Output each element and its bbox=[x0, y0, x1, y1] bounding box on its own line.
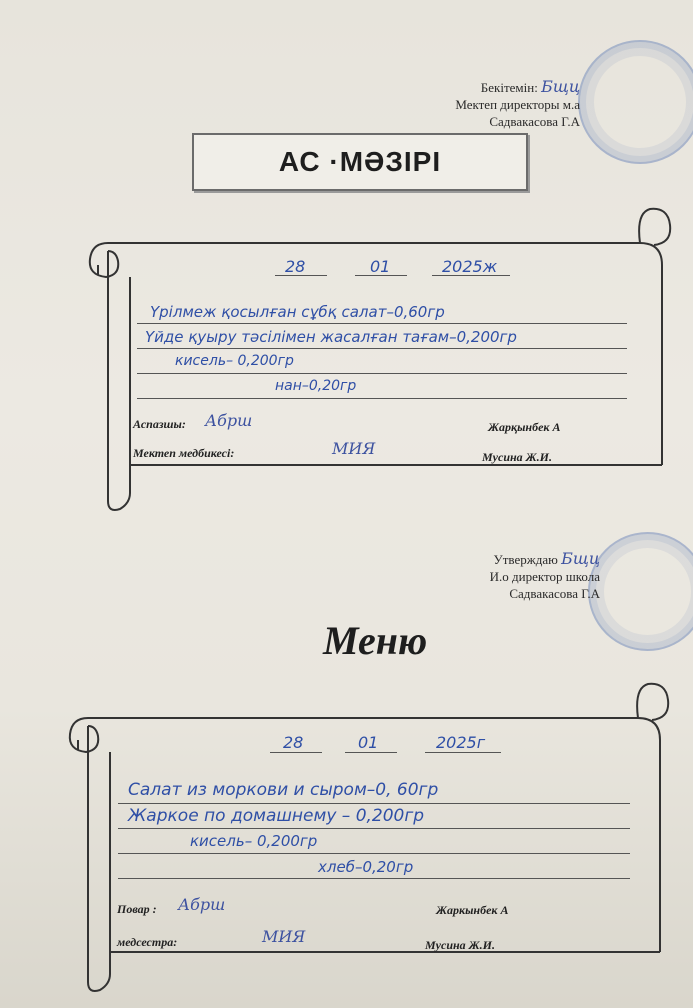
scroll-frame-kz bbox=[84, 203, 674, 515]
menu-line-ru-1 bbox=[118, 803, 630, 804]
approval-kz-line1: Бекітемін: bbox=[480, 80, 538, 95]
menu-line-ru-3 bbox=[118, 853, 630, 854]
approval-block-ru bbox=[400, 550, 600, 602]
nurse-signature-ru: МИЯ bbox=[262, 927, 306, 946]
approval-ru-line1: Утверждаю bbox=[493, 552, 558, 567]
cook-signature-ru: Абрш bbox=[178, 895, 226, 914]
menu-line-kz-3 bbox=[137, 373, 627, 374]
director-signature-kz: Бщц bbox=[541, 77, 580, 96]
date-year-kz: 2025ж bbox=[442, 257, 498, 276]
official-seal-bottom bbox=[588, 532, 693, 651]
approval-ru-line2: И.о директор школа bbox=[489, 569, 600, 584]
menu-title-kz: АС ·МӘЗІРІ bbox=[192, 133, 528, 191]
menu-line-ru-2 bbox=[118, 828, 630, 829]
menu-item-kz-4: нан–0,20гр bbox=[275, 378, 357, 394]
date-day-ru: 28 bbox=[283, 733, 304, 752]
nurse-signature-kz: МИЯ bbox=[332, 439, 376, 458]
official-seal-top bbox=[578, 40, 693, 164]
approval-ru-line3: Садвакасова Г.А bbox=[509, 586, 600, 601]
menu-item-ru-1: Салат из моркови и сыром–0, 60гр bbox=[128, 780, 439, 800]
menu-line-ru-4 bbox=[118, 878, 630, 879]
menu-item-kz-1: Үрілмеж қосылған сұбқ салат–0,60гр bbox=[150, 303, 445, 321]
director-signature-ru: Бщц bbox=[561, 549, 600, 568]
approval-block-kz bbox=[360, 78, 580, 130]
nurse-label-ru: медсестра: bbox=[117, 935, 178, 949]
cook-label-kz: Аспазшы: bbox=[133, 417, 186, 431]
cook-label-ru: Повар : bbox=[117, 902, 157, 916]
date-line-ru-year bbox=[425, 752, 501, 753]
cook-name-kz: Жарқынбек А bbox=[488, 420, 561, 434]
approval-kz-line2: Мектеп директоры м.а bbox=[455, 97, 580, 112]
menu-line-kz-4 bbox=[137, 398, 627, 399]
date-month-kz: 01 bbox=[370, 257, 391, 276]
date-line-ru-month bbox=[345, 752, 397, 753]
date-month-ru: 01 bbox=[358, 733, 379, 752]
cook-signature-kz: Абрш bbox=[205, 411, 253, 430]
menu-line-kz-1 bbox=[137, 323, 627, 324]
approval-kz-line3: Садвакасова Г.А bbox=[489, 114, 580, 129]
nurse-label-kz: Мектеп медбикесі: bbox=[133, 446, 235, 460]
date-line-ru-day bbox=[270, 752, 322, 753]
menu-item-kz-2: Үйде қуыру тәсілімен жасалған тағам–0,200гр bbox=[145, 328, 517, 346]
menu-line-kz-2 bbox=[137, 348, 627, 349]
menu-title-ru: Меню bbox=[323, 618, 428, 663]
cook-name-ru: Жаркынбек А bbox=[436, 903, 509, 917]
nurse-name-ru: Мусина Ж.И. bbox=[425, 938, 496, 952]
date-year-ru: 2025г bbox=[436, 733, 486, 752]
menu-item-ru-4: хлеб–0,20гр bbox=[318, 858, 414, 876]
menu-item-ru-2: Жаркое по домашнему – 0,200гр bbox=[128, 806, 425, 826]
menu-item-kz-3: кисель– 0,200гр bbox=[175, 353, 294, 369]
menu-item-ru-3: кисель– 0,200гр bbox=[190, 832, 318, 850]
date-day-kz: 28 bbox=[285, 257, 306, 276]
nurse-name-kz: Мусина Ж.И. bbox=[482, 450, 553, 464]
